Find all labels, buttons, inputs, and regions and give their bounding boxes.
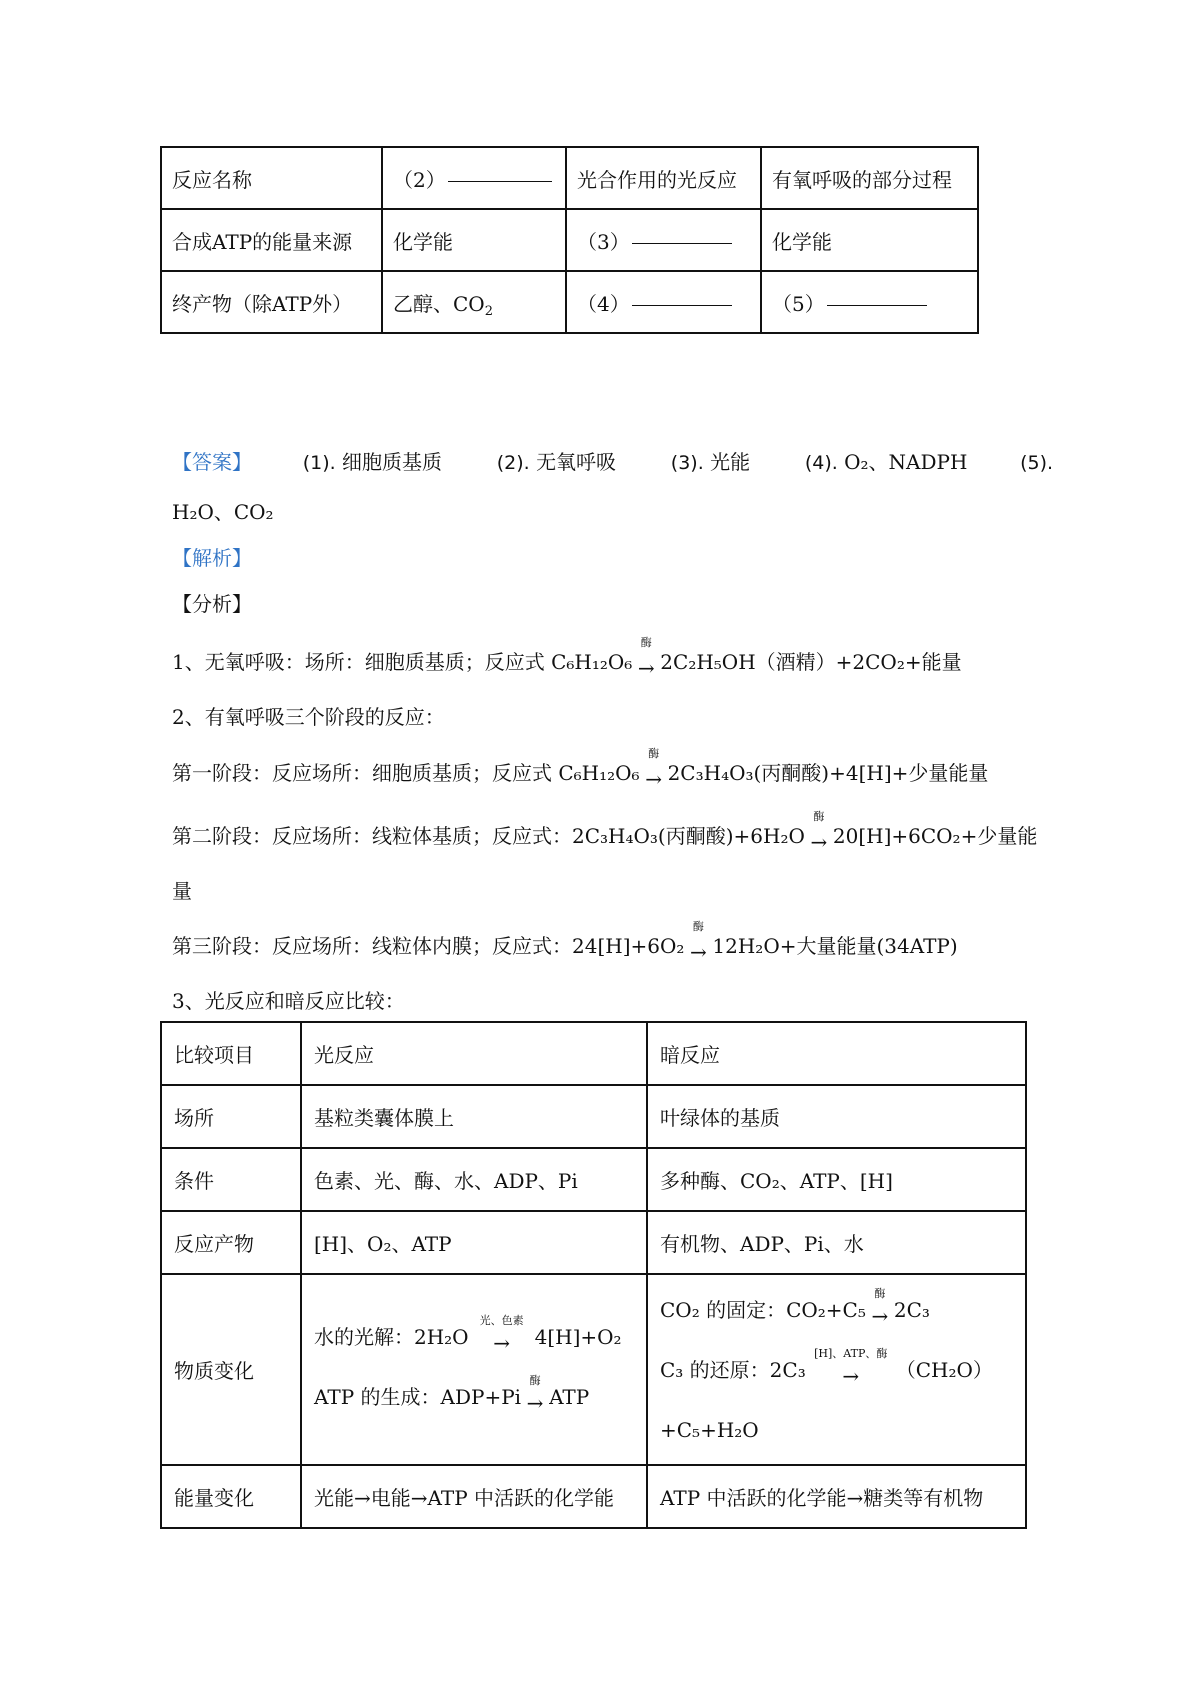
formula-text: 第二阶段：反应场所：线粒体基质；反应式：2C₃H₄O₃(丙酮酸)+6H₂O: [172, 824, 805, 848]
blank-number: （5）: [772, 291, 825, 316]
table-cell: 有氧呼吸的部分过程: [761, 147, 978, 209]
table-row: [161, 1465, 1026, 1528]
table-cell: 反应名称: [161, 147, 382, 209]
reaction-arrow: [643, 747, 665, 791]
table-cell: 合成ATP的能量来源: [161, 209, 382, 271]
table-header-row: [161, 1022, 1026, 1085]
reaction-arrow: [524, 1367, 546, 1427]
paragraph-continuation: 量: [172, 879, 192, 903]
answer-line: [172, 446, 1054, 475]
arrow-icon: →: [637, 656, 655, 680]
answer-blank: [632, 304, 732, 306]
answer-text: 无氧呼吸: [536, 450, 617, 474]
answer-number: (4).: [804, 452, 838, 474]
arrow-condition: 酶: [813, 810, 825, 823]
table-cell: 暗反应: [647, 1022, 1026, 1085]
table-cell: 反应产物: [161, 1211, 301, 1274]
table-cell: [761, 271, 978, 333]
answer-number: (3).: [670, 452, 704, 474]
arrow-icon: →: [810, 830, 828, 854]
paragraph: [172, 636, 962, 680]
table-cell: 终产物（除ATP外）: [161, 271, 382, 333]
reaction-arrow: [472, 1307, 532, 1367]
answer-text: 光能: [710, 450, 751, 474]
table-cell: [566, 209, 761, 271]
arrow-icon: →: [871, 1303, 889, 1328]
question-table: [160, 146, 979, 334]
formula-text: 12H₂O+大量能量(34ATP): [712, 934, 958, 958]
table-cell: 多种酶、CO₂、ATP、[H]: [647, 1148, 1026, 1211]
paragraph: [172, 920, 958, 964]
table-row: [161, 1085, 1026, 1148]
reaction-arrow: [687, 920, 709, 964]
arrow-icon: →: [645, 767, 662, 791]
arrow-condition: 酶: [648, 747, 660, 760]
table-cell: 场所: [161, 1085, 301, 1148]
formula-text: C₃ 的还原：2C₃: [660, 1357, 806, 1382]
arrow-condition: 酶: [640, 636, 652, 649]
arrow-icon: →: [842, 1363, 860, 1388]
table-cell: [301, 1274, 647, 1465]
formula-text: 2C₃H₄O₃(丙酮酸)+4[H]+少量能量: [667, 761, 989, 785]
table-cell: 光反应: [301, 1022, 647, 1085]
formula-text: 4[H]+O₂: [534, 1324, 622, 1349]
formula-line: +C₅+H₂O: [660, 1417, 759, 1442]
blank-number: （2）: [393, 167, 446, 192]
answer-number: (1).: [302, 452, 336, 474]
formula-line: [314, 1367, 634, 1427]
reaction-arrow: [809, 1340, 893, 1400]
table-cell: 有机物、ADP、Pi、水: [647, 1211, 1026, 1274]
arrow-condition: 酶: [874, 1286, 886, 1300]
formula-line: [314, 1307, 634, 1367]
analysis-subtitle: 【分析】: [172, 592, 252, 616]
paragraph: [172, 810, 1038, 854]
formula-text: （CH₂O）: [895, 1357, 993, 1382]
table-row: [161, 147, 978, 209]
answer-text: 细胞质基质: [342, 450, 443, 474]
reaction-arrow: [635, 636, 657, 680]
table-row: [161, 1211, 1026, 1274]
arrow-condition: [H]、ATP、酶: [814, 1346, 888, 1360]
paragraph: 3、光反应和暗反应比较：: [172, 989, 405, 1013]
formula-text: 1、无氧呼吸：场所：细胞质基质；反应式 C₆H₁₂O₆: [172, 650, 633, 674]
subscript: 2: [484, 303, 493, 319]
formula-text: ATP 的生成：ADP+Pi: [314, 1384, 522, 1409]
answer-blank: [827, 304, 927, 306]
table-cell: 化学能: [761, 209, 978, 271]
formula-text: CO₂ 的固定：CO₂+C₅: [660, 1297, 866, 1322]
formula-text: 2C₃: [893, 1297, 930, 1322]
arrow-icon: →: [526, 1390, 544, 1415]
table-row: [161, 271, 978, 333]
answer-blank: [632, 242, 732, 244]
blank-number: （3）: [577, 229, 630, 254]
table-row: [161, 1148, 1026, 1211]
formula-text: 第三阶段：反应场所：线粒体内膜；反应式：24[H]+6O₂: [172, 934, 685, 958]
answer-text: O₂、NADPH: [844, 450, 968, 474]
table-cell: [566, 271, 761, 333]
paragraph: [172, 747, 989, 791]
answer-number: (5).: [1020, 452, 1054, 474]
table-cell: ATP 中活跃的化学能→糖类等有机物: [647, 1465, 1026, 1528]
table-cell: [H]、O₂、ATP: [301, 1211, 647, 1274]
arrow-icon: →: [493, 1330, 510, 1355]
arrow-condition: 酶: [692, 920, 704, 933]
formula-text: 20[H]+6CO₂+少量能: [832, 824, 1038, 848]
analysis-tag: 【解析】: [172, 546, 252, 570]
table-cell: 条件: [161, 1148, 301, 1211]
table-cell: [647, 1274, 1026, 1465]
table-cell: 物质变化: [161, 1274, 301, 1465]
formula-text: 2C₂H₅OH（酒精）+2CO₂+能量: [660, 650, 962, 674]
reaction-arrow: [808, 810, 830, 854]
formula-text: 水的光解：2H₂O: [314, 1324, 469, 1349]
cell-text: 乙醇、CO: [393, 291, 485, 316]
table-cell: 比较项目: [161, 1022, 301, 1085]
answer-number: (2).: [496, 452, 530, 474]
table-row: [161, 209, 978, 271]
answer-tag: 【答案】: [172, 450, 252, 474]
table-cell: 光能→电能→ATP 中活跃的化学能: [301, 1465, 647, 1528]
table-row: [161, 1274, 1026, 1465]
table-cell: 色素、光、酶、水、ADP、Pi: [301, 1148, 647, 1211]
table-cell: 能量变化: [161, 1465, 301, 1528]
formula-text: 第一阶段：反应场所：细胞质基质；反应式 C₆H₁₂O₆: [172, 761, 640, 785]
table-cell: 光合作用的光反应: [566, 147, 761, 209]
table-cell: [382, 147, 566, 209]
table-cell: [382, 271, 566, 333]
comparison-table: [160, 1021, 1027, 1529]
answer-blank: [448, 180, 552, 182]
paragraph: 2、有氧呼吸三个阶段的反应：: [172, 705, 445, 729]
formula-text: ATP: [549, 1384, 590, 1409]
formula-line: [660, 1340, 1013, 1400]
table-cell: 基粒类囊体膜上: [301, 1085, 647, 1148]
table-cell: 化学能: [382, 209, 566, 271]
arrow-icon: →: [690, 940, 707, 964]
answer-continuation: H₂O、CO₂: [172, 500, 274, 524]
arrow-condition: 酶: [529, 1373, 541, 1387]
arrow-condition: 光、色素: [479, 1313, 524, 1327]
blank-number: （4）: [577, 291, 630, 316]
table-cell: 叶绿体的基质: [647, 1085, 1026, 1148]
